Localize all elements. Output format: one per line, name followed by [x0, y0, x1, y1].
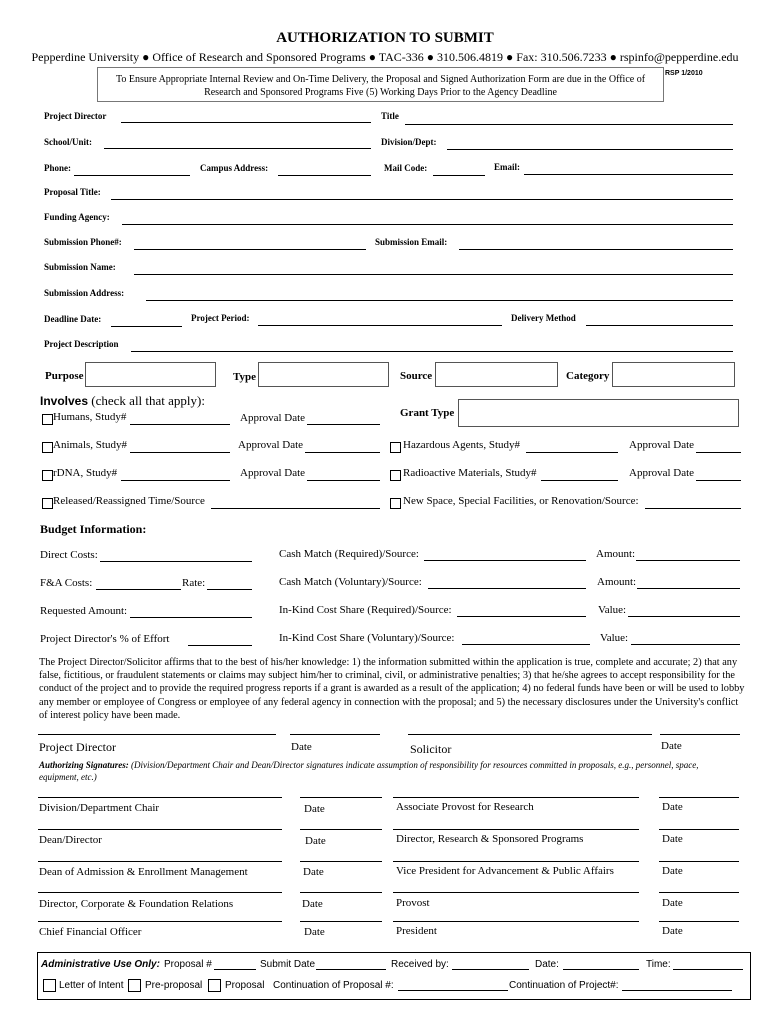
- sig-line-right-3[interactable]: [393, 892, 639, 893]
- notice-line-2: Research and Sponsored Programs Five (5) Working Days Prior to the Agency Deadline: [204, 87, 557, 98]
- admin-label: Administrative Use Only:: [41, 959, 160, 970]
- proposal-checkbox[interactable]: [208, 979, 221, 992]
- campus-address-label: Campus Address:: [200, 163, 269, 173]
- project-period-label: Project Period:: [191, 313, 250, 323]
- project-director-signature-line[interactable]: [38, 734, 276, 735]
- radioactive-approval-field[interactable]: [696, 480, 741, 481]
- project-director-signature-label: Project Director: [39, 740, 116, 754]
- continuation-proposal-label: Continuation of Proposal #:: [273, 980, 394, 991]
- rdna-label: rDNA, Study#: [53, 467, 118, 479]
- humans-study-field[interactable]: [130, 424, 230, 425]
- sig-line-left-1[interactable]: [38, 829, 282, 830]
- sig-line-right-2[interactable]: [393, 861, 639, 862]
- funding-agency-label: Funding Agency:: [44, 212, 110, 222]
- deadline-date-label: Deadline Date:: [44, 314, 102, 324]
- project-description-field[interactable]: [131, 351, 733, 352]
- preproposal-checkbox[interactable]: [128, 979, 141, 992]
- sig-label-right-2: Vice President for Advancement & Public Affairs: [396, 865, 614, 877]
- animals-checkbox[interactable]: [42, 442, 53, 453]
- mail-code-field[interactable]: [433, 175, 485, 176]
- title-label: Title: [381, 111, 399, 121]
- cash-match-req-label: Cash Match (Required)/Source:: [279, 548, 419, 560]
- rdna-approval-field[interactable]: [307, 480, 380, 481]
- sig-line-left-3[interactable]: [38, 892, 282, 893]
- date-line-left-2[interactable]: [300, 861, 382, 862]
- submit-date-field[interactable]: [316, 969, 386, 970]
- cash-match-vol-field[interactable]: [428, 588, 586, 589]
- received-by-field[interactable]: [452, 969, 529, 970]
- sig-line-left-4[interactable]: [38, 921, 282, 922]
- phone-label: Phone:: [44, 163, 71, 173]
- sig-line-right-0[interactable]: [393, 797, 639, 798]
- hazardous-approval-field[interactable]: [696, 452, 741, 453]
- submission-name-field[interactable]: [134, 274, 733, 275]
- sig-line-left-0[interactable]: [38, 797, 282, 798]
- hazardous-label: Hazardous Agents, Study#: [403, 439, 521, 451]
- new-space-field[interactable]: [645, 508, 741, 509]
- solicitor-signature-line[interactable]: [408, 734, 652, 735]
- date-line-right-3[interactable]: [659, 892, 739, 893]
- inkind-req-value-field[interactable]: [628, 616, 740, 617]
- humans-checkbox[interactable]: [42, 414, 53, 425]
- submission-email-field[interactable]: [459, 249, 733, 250]
- category-field[interactable]: [612, 362, 735, 387]
- solicitor-signature-label: Solicitor: [410, 742, 452, 756]
- date-label-right-4: Date: [662, 925, 683, 937]
- mail-code-label: Mail Code:: [384, 163, 428, 173]
- source-field[interactable]: [435, 362, 558, 387]
- sig-label-right-4: President: [396, 925, 437, 937]
- affirmation-text: The Project Director/Solicitor affirms that to the best of his/her knowledge: 1) the information submitted within the application is true, complete and accurate; 2) that any false, fictitious, or fraudulent statements or claims may subject him/her to criminal, civil, or administrative penalties; 3) that he/she agrees to accept responsibility for the conduct of the project and to provide the required progress reports if a grant is awarded as a result of the application; 4) no federal funds have been or will be used to lobby any member or employee of Congress or employee of any federal agency in connection with the proposal; and 5) the necessary disclosures under the University's conflict of interest policy have been made.: [39, 657, 745, 721]
- pd-effort-label: Project Director's % of Effort: [40, 633, 170, 645]
- fa-costs-field[interactable]: [96, 589, 181, 590]
- campus-address-field[interactable]: [278, 175, 371, 176]
- revision-code: RSP 1/2010: [665, 70, 703, 77]
- notice-box: [97, 67, 664, 102]
- project-director-date-line[interactable]: [290, 734, 380, 735]
- letter-of-intent-label: Letter of Intent: [59, 980, 124, 991]
- sig-label-left-1: Dean/Director: [39, 834, 102, 846]
- date-label-right-2: Date: [662, 865, 683, 877]
- email-label: Email:: [494, 162, 520, 172]
- inkind-vol-field[interactable]: [462, 644, 590, 645]
- submission-name-label: Submission Name:: [44, 262, 116, 272]
- released-time-label: Released/Reassigned Time/Source: [53, 495, 205, 507]
- letter-of-intent-checkbox[interactable]: [43, 979, 56, 992]
- title-field[interactable]: [405, 124, 733, 125]
- humans-label: Humans, Study#: [53, 411, 127, 423]
- rate-field[interactable]: [207, 589, 252, 590]
- funding-agency-field[interactable]: [122, 224, 733, 225]
- released-time-checkbox[interactable]: [42, 498, 53, 509]
- sig-label-left-4: Chief Financial Officer: [39, 926, 142, 938]
- cash-match-req-amount-field[interactable]: [636, 560, 740, 561]
- admin-date-field[interactable]: [563, 969, 639, 970]
- radioactive-approval-label: Approval Date: [629, 467, 695, 479]
- proposal-label: Proposal: [225, 980, 265, 991]
- preproposal-label: Pre-proposal: [145, 980, 203, 991]
- cash-match-req-amount-label: Amount:: [596, 548, 636, 560]
- involves-label: Involves: [40, 394, 89, 408]
- animals-approval-label: Approval Date: [238, 439, 304, 451]
- continuation-project-field[interactable]: [622, 990, 732, 991]
- inkind-req-value-label: Value:: [598, 604, 627, 616]
- sig-line-right-4[interactable]: [393, 921, 639, 922]
- humans-approval-field[interactable]: [307, 424, 380, 425]
- inkind-vol-value-field[interactable]: [631, 644, 740, 645]
- project-description-label: Project Description: [44, 339, 119, 349]
- sig-label-right-3: Provost: [396, 897, 430, 909]
- submission-phone-field[interactable]: [134, 249, 366, 250]
- inkind-vol-label: In-Kind Cost Share (Voluntary)/Source:: [279, 632, 455, 644]
- sig-label-left-0: Division/Department Chair: [39, 802, 160, 814]
- date-line-right-4[interactable]: [659, 921, 739, 922]
- sig-label-right-0: Associate Provost for Research: [396, 801, 534, 813]
- new-space-label: New Space, Special Facilities, or Renovation/Source:: [403, 495, 639, 507]
- date-label-right-0: Date: [662, 801, 683, 813]
- project-director-field[interactable]: [121, 122, 371, 123]
- school-unit-label: School/Unit:: [44, 137, 93, 147]
- deadline-date-field[interactable]: [111, 326, 182, 327]
- contact-line: Pepperdine University ● Office of Research and Sponsored Programs ● TAC-336 ● 310.506.4819 ● Fax: 310.506.7233 ● rspinfo@pepperdine.edu: [31, 50, 739, 64]
- continuation-project-label: Continuation of Project#:: [509, 980, 619, 991]
- date-line-left-1[interactable]: [300, 829, 382, 830]
- hazardous-approval-label: Approval Date: [629, 439, 695, 451]
- date-label-right-3: Date: [662, 897, 683, 909]
- involves-heading: [40, 393, 205, 409]
- date-line-left-0[interactable]: [300, 797, 382, 798]
- submission-address-field[interactable]: [146, 300, 733, 301]
- involves-note: (check all that apply):: [91, 393, 205, 408]
- animals-study-field[interactable]: [130, 452, 230, 453]
- fa-costs-label: F&A Costs:: [40, 577, 93, 589]
- humans-approval-label: Approval Date: [240, 412, 306, 424]
- pd-effort-field[interactable]: [188, 645, 252, 646]
- radioactive-label: Radioactive Materials, Study#: [403, 467, 537, 479]
- date-label-left-2: Date: [303, 866, 324, 878]
- project-director-label: Project Director: [44, 111, 107, 121]
- sig-line-right-1[interactable]: [393, 829, 639, 830]
- delivery-method-label: Delivery Method: [511, 313, 576, 323]
- direct-costs-field[interactable]: [100, 561, 252, 562]
- submission-address-label: Submission Address:: [44, 288, 125, 298]
- hazardous-study-field[interactable]: [526, 452, 618, 453]
- sig-label-left-2: Dean of Admission & Enrollment Management: [39, 866, 248, 878]
- grant-type-field[interactable]: [458, 399, 739, 427]
- released-time-field[interactable]: [211, 508, 380, 509]
- admin-date-label: Date:: [535, 959, 559, 970]
- source-label: Source: [400, 370, 433, 382]
- received-by-label: Received by:: [391, 959, 449, 970]
- admin-time-field[interactable]: [673, 969, 743, 970]
- rdna-approval-label: Approval Date: [240, 467, 306, 479]
- notice-line-1: To Ensure Appropriate Internal Review and On-Time Delivery, the Proposal and Signed Authorization Form are due in the Office of: [115, 74, 646, 85]
- cash-match-vol-amount-label: Amount:: [597, 576, 637, 588]
- inkind-req-field[interactable]: [457, 616, 586, 617]
- date-label-left-3: Date: [302, 898, 323, 910]
- type-label: Type: [233, 371, 257, 383]
- submission-email-label: Submission Email:: [375, 237, 448, 247]
- submission-phone-label: Submission Phone#:: [44, 237, 122, 247]
- inkind-vol-value-label: Value:: [600, 632, 629, 644]
- division-dept-field[interactable]: [447, 149, 733, 150]
- date-line-left-3[interactable]: [300, 892, 382, 893]
- grant-type-label: Grant Type: [400, 407, 455, 419]
- date-line-right-0[interactable]: [659, 797, 739, 798]
- admin-time-label: Time:: [646, 959, 671, 970]
- type-field[interactable]: [258, 362, 389, 387]
- purpose-field[interactable]: [85, 362, 216, 387]
- requested-amount-label: Requested Amount:: [40, 605, 128, 617]
- budget-heading: Budget Information:: [40, 522, 147, 536]
- project-period-field[interactable]: [258, 325, 502, 326]
- date-label-right-1: Date: [662, 833, 683, 845]
- direct-costs-label: Direct Costs:: [40, 549, 98, 561]
- cash-match-vol-label: Cash Match (Voluntary)/Source:: [279, 576, 422, 588]
- category-label: Category: [566, 370, 610, 382]
- sig-label-left-3: Director, Corporate & Foundation Relations: [39, 898, 234, 910]
- continuation-proposal-field[interactable]: [398, 990, 508, 991]
- proposal-num-field[interactable]: [214, 969, 256, 970]
- solicitor-date-line[interactable]: [660, 734, 740, 735]
- rdna-checkbox[interactable]: [42, 470, 53, 481]
- animals-label: Animals, Study#: [53, 439, 127, 451]
- date-line-left-4[interactable]: [300, 921, 382, 922]
- radioactive-study-field[interactable]: [541, 480, 618, 481]
- project-director-date-label: Date: [291, 741, 312, 753]
- proposal-title-field[interactable]: [111, 199, 733, 200]
- submit-date-label: Submit Date: [260, 959, 316, 970]
- date-line-right-2[interactable]: [659, 861, 739, 862]
- authorizing-label: Authorizing Signatures:: [39, 760, 129, 770]
- proposal-title-label: Proposal Title:: [44, 187, 101, 197]
- date-line-right-1[interactable]: [659, 829, 739, 830]
- sig-line-left-2[interactable]: [38, 861, 282, 862]
- authorizing-note: [39, 759, 729, 783]
- authorizing-text: (Division/Department Chair and Dean/Director signatures indicate assumption of responsibility for resources committed in proposals, e.g., personnel, space, equipment, etc.): [39, 760, 699, 782]
- animals-approval-field[interactable]: [305, 452, 380, 453]
- solicitor-date-label: Date: [661, 740, 682, 752]
- email-field[interactable]: [524, 174, 733, 175]
- purpose-label: Purpose: [45, 370, 84, 382]
- date-label-left-4: Date: [304, 926, 325, 938]
- rdna-study-field[interactable]: [121, 480, 230, 481]
- cash-match-req-field[interactable]: [424, 560, 586, 561]
- radioactive-checkbox[interactable]: [390, 470, 401, 481]
- delivery-method-field[interactable]: [586, 325, 733, 326]
- cash-match-vol-amount-field[interactable]: [637, 588, 740, 589]
- requested-amount-field[interactable]: [130, 617, 252, 618]
- form-title: AUTHORIZATION TO SUBMIT: [276, 30, 494, 46]
- school-unit-field[interactable]: [104, 148, 371, 149]
- hazardous-checkbox[interactable]: [390, 442, 401, 453]
- proposal-num-label: Proposal #: [164, 959, 212, 970]
- new-space-checkbox[interactable]: [390, 498, 401, 509]
- date-label-left-0: Date: [304, 803, 325, 815]
- sig-label-right-1: Director, Research & Sponsored Programs: [396, 833, 584, 845]
- phone-field[interactable]: [74, 175, 190, 176]
- date-label-left-1: Date: [305, 835, 326, 847]
- admin-row-1: [41, 959, 160, 970]
- inkind-req-label: In-Kind Cost Share (Required)/Source:: [279, 604, 452, 616]
- division-dept-label: Division/Dept:: [381, 137, 437, 147]
- rate-label: Rate:: [182, 577, 206, 589]
